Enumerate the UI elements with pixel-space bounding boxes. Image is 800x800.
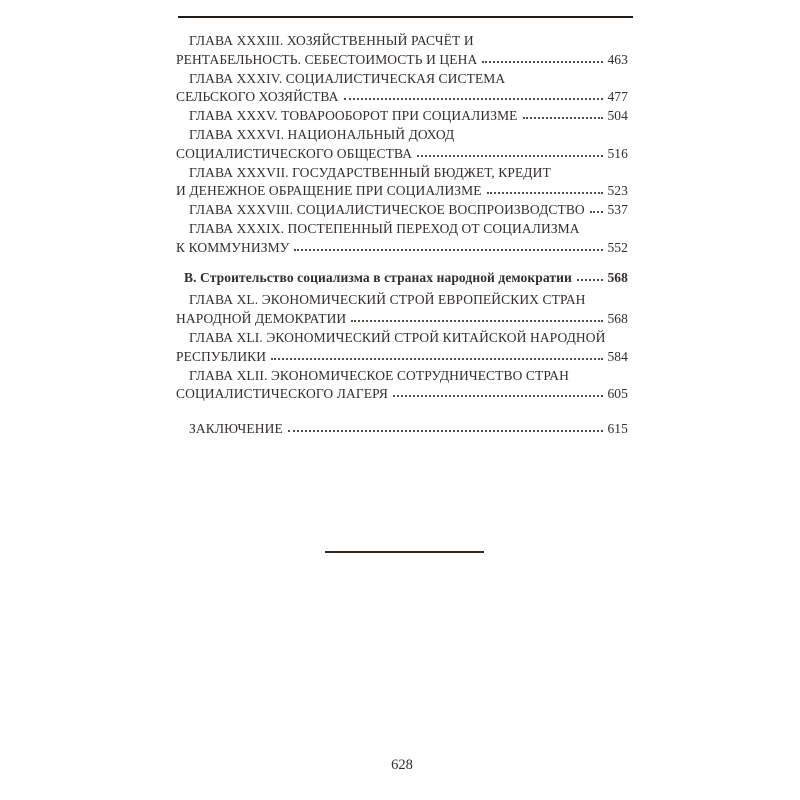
dot-leader bbox=[271, 358, 603, 360]
dot-leader bbox=[393, 395, 603, 397]
toc-line-text: ГЛАВА XXXIII. ХОЗЯЙСТВЕННЫЙ РАСЧЁТ И bbox=[189, 33, 474, 48]
toc-line bbox=[176, 311, 628, 330]
toc-line-text: ГЛАВА XXXVIII. СОЦИАЛИСТИЧЕСКОЕ ВОСПРОИЗВОДСТВО bbox=[189, 202, 585, 218]
dot-leader bbox=[590, 211, 604, 213]
folio-page-number: 628 bbox=[391, 757, 413, 773]
toc-line bbox=[176, 183, 628, 202]
dot-leader bbox=[417, 155, 603, 157]
toc-page-number: 615 bbox=[607, 421, 628, 437]
toc-line-text: ГЛАВА XXXVI. НАЦИОНАЛЬНЫЙ ДОХОД bbox=[189, 126, 455, 142]
dot-leader bbox=[351, 320, 603, 322]
toc-line bbox=[176, 386, 628, 405]
toc-line bbox=[176, 127, 628, 146]
toc-page-number: 552 bbox=[607, 239, 628, 255]
toc-line-text: СОЦИАЛИСТИЧЕСКОГО ЛАГЕРЯ bbox=[176, 386, 388, 402]
top-rule bbox=[178, 16, 633, 18]
toc-line bbox=[176, 71, 628, 90]
toc-page-number: 568 bbox=[607, 311, 628, 327]
toc-line-text: СЕЛЬСКОГО ХОЗЯЙСТВА bbox=[176, 89, 339, 105]
toc-page-number: 463 bbox=[607, 51, 628, 67]
toc-line-text: К КОММУНИЗМУ bbox=[176, 239, 290, 255]
dot-leader bbox=[294, 249, 603, 251]
toc-page-number: 568 bbox=[607, 269, 628, 285]
toc-page-number: 523 bbox=[607, 183, 628, 199]
toc-line-text: ГЛАВА XXXVII. ГОСУДАРСТВЕННЫЙ БЮДЖЕТ, КРЕДИТ bbox=[189, 164, 551, 180]
toc-line bbox=[176, 108, 628, 127]
toc-line-text: ГЛАВА XXXV. ТОВАРООБОРОТ ПРИ СОЦИАЛИЗМЕ bbox=[189, 108, 518, 124]
dot-leader bbox=[577, 279, 604, 281]
toc-line bbox=[176, 349, 628, 368]
dot-leader bbox=[344, 98, 604, 100]
toc-line-text: ГЛАВА XLI. ЭКОНОМИЧЕСКИЙ СТРОЙ КИТАЙСКОЙ НАРОДНОЙ bbox=[189, 329, 606, 345]
table-of-contents bbox=[176, 33, 628, 440]
toc-line-text: ГЛАВА XXXIV. СОЦИАЛИСТИЧЕСКАЯ СИСТЕМА bbox=[189, 70, 506, 86]
toc-line bbox=[176, 270, 628, 289]
toc-line bbox=[176, 52, 628, 71]
toc-line-text: РЕСПУБЛИКИ bbox=[176, 348, 267, 364]
toc-line bbox=[176, 421, 628, 440]
toc-line-text: НАРОДНОЙ ДЕМОКРАТИИ bbox=[176, 311, 347, 327]
toc-line-text: И ДЕНЕЖНОЕ ОБРАЩЕНИЕ ПРИ СОЦИАЛИЗМЕ bbox=[176, 183, 482, 199]
toc-line bbox=[176, 165, 628, 184]
toc-line-text: ГЛАВА XLII. ЭКОНОМИЧЕСКОЕ СОТРУДНИЧЕСТВО СТРАН bbox=[189, 367, 569, 383]
toc-line bbox=[176, 240, 628, 259]
toc-line bbox=[176, 202, 628, 221]
toc-line bbox=[176, 33, 628, 52]
toc-line bbox=[176, 368, 628, 387]
section-divider-rule bbox=[325, 551, 484, 553]
toc-line-text: В. Строительство социализма в странах народной демократии bbox=[184, 269, 572, 285]
toc-page-number: 516 bbox=[607, 145, 628, 161]
toc-line-text: РЕНТАБЕЛЬНОСТЬ. СЕБЕСТОИМОСТЬ И ЦЕНА bbox=[176, 51, 478, 67]
toc-line bbox=[176, 330, 628, 349]
toc-line-text: ГЛАВА XL. ЭКОНОМИЧЕСКИЙ СТРОЙ ЕВРОПЕЙСКИХ СТРАН bbox=[189, 292, 586, 308]
toc-page-number: 537 bbox=[607, 202, 628, 218]
toc-line-text: СОЦИАЛИСТИЧЕСКОГО ОБЩЕСТВА bbox=[176, 145, 413, 161]
dot-leader bbox=[288, 430, 604, 432]
dot-leader bbox=[523, 117, 604, 119]
dot-leader bbox=[482, 61, 603, 63]
toc-line bbox=[176, 89, 628, 108]
toc-line bbox=[176, 292, 628, 311]
toc-line-text: ЗАКЛЮЧЕНИЕ bbox=[189, 421, 283, 437]
toc-page-number: 605 bbox=[607, 386, 628, 402]
toc-page-number: 477 bbox=[607, 89, 628, 105]
dot-leader bbox=[487, 192, 604, 194]
toc-page-number: 584 bbox=[607, 348, 628, 364]
toc-line bbox=[176, 146, 628, 165]
toc-page-number: 504 bbox=[607, 108, 628, 124]
toc-line bbox=[176, 221, 628, 240]
toc-line-text: ГЛАВА XXXIX. ПОСТЕПЕННЫЙ ПЕРЕХОД ОТ СОЦИАЛИЗМА bbox=[189, 220, 580, 236]
